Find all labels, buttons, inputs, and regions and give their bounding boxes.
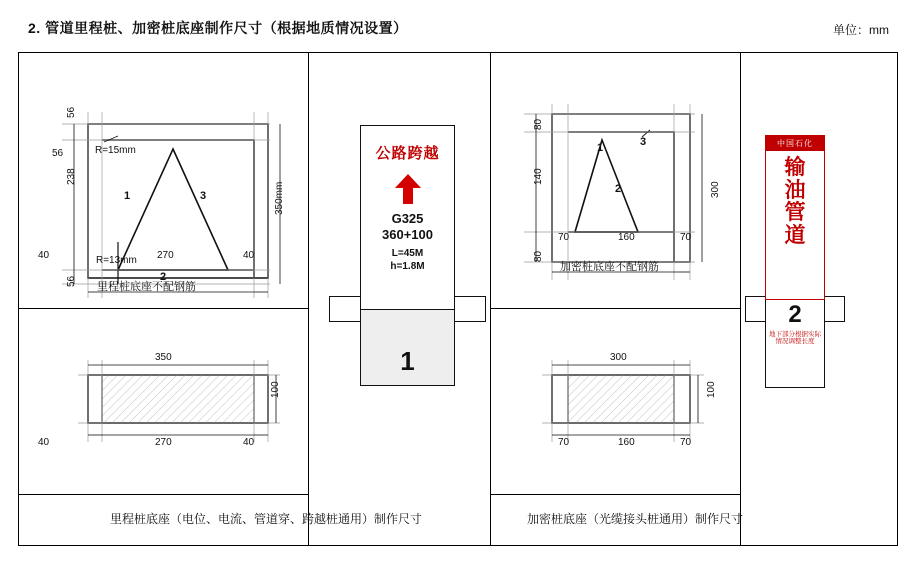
mileage-sign-title: 公路跨越 [375, 145, 440, 162]
dim-bottom-270: 270 [157, 250, 174, 261]
dim-br-300: 300 [610, 352, 627, 363]
oil-sign-board [765, 135, 825, 300]
dim-tr-80-top: 80 [533, 118, 544, 130]
oil-post-body [765, 296, 825, 388]
dim-br-70r: 70 [680, 437, 692, 448]
mileage-post-number: 1 [400, 346, 415, 376]
grid-divider-h-right2 [490, 494, 740, 495]
dim-bl-100: 100 [270, 381, 281, 398]
unit-label: 单位：mm [833, 23, 889, 37]
label-r13: R=13mm [96, 255, 137, 266]
dim-bl-40r: 40 [243, 437, 255, 448]
mileage-depth: h=1.8M [390, 261, 425, 272]
dim-tr-bottom-160: 160 [618, 232, 635, 243]
dim-left-56-bottom: 56 [66, 275, 77, 287]
dim-tr-80-bottom: 80 [533, 250, 544, 262]
dim-bl-270: 270 [155, 437, 172, 448]
label-tl-2: 2 [160, 271, 167, 283]
dim-tr-bottom-70r: 70 [680, 232, 692, 243]
label-r15: R=15mm [95, 145, 136, 156]
sinopec-brand-badge: 中国石化 [766, 136, 824, 151]
dim-br-100: 100 [706, 381, 717, 398]
label-tr-2: 2 [615, 183, 622, 195]
label-tl-1: 1 [124, 190, 131, 202]
mileage-station: 360+100 [382, 227, 433, 242]
dim-bottom-40-right: 40 [243, 250, 255, 261]
dim-left-238: 238 [66, 168, 77, 185]
label-tr-1: 1 [597, 142, 604, 154]
oil-post-number: 2 [788, 301, 802, 328]
caption-top-left: 里程桩底座不配钢筋 [97, 281, 196, 293]
dim-bottom-40-left: 40 [38, 250, 50, 261]
oil-post-note: 地下部分根据实际情况调整长度 [769, 331, 821, 346]
oil-sign-text: 输 油 管 道 [784, 156, 806, 248]
grid-divider-v3 [740, 52, 741, 546]
caption-top-right: 加密桩底座不配钢筋 [560, 261, 659, 273]
label-tl-3: 3 [200, 190, 207, 202]
up-arrow-icon [393, 171, 423, 207]
footer-caption-right: 加密桩底座（光缆接头桩通用）制作尺寸 [527, 512, 744, 526]
dim-tr-bottom-70l: 70 [558, 232, 570, 243]
dim-bl-40l: 40 [38, 437, 50, 448]
dim-br-70l: 70 [558, 437, 570, 448]
page-title: 2. 管道里程桩、加密桩底座制作尺寸（根据地质情况设置） [28, 20, 408, 36]
grid-divider-h-left [18, 308, 309, 309]
top-left-drawing [18, 52, 309, 308]
dim-br-160: 160 [618, 437, 635, 448]
mileage-road-code: G325 [391, 211, 424, 226]
mileage-sign-board [360, 125, 455, 310]
dim-left-top: 56 [52, 148, 64, 159]
dim-bl-350: 350 [155, 352, 172, 363]
footer-caption-left: 里程桩底座（电位、电流、管道穿、跨越桩通用）制作尺寸 [110, 512, 423, 526]
dim-right-350: 350mm [274, 181, 285, 215]
mileage-length: L=45M [391, 248, 424, 259]
dim-tr-140: 140 [533, 168, 544, 185]
label-tr-3: 3 [640, 136, 647, 148]
grid-divider-h-left2 [18, 494, 309, 495]
dim-left-56-top: 56 [66, 106, 77, 118]
grid-divider-h-right [490, 308, 740, 309]
dim-tr-300: 300 [710, 181, 721, 198]
